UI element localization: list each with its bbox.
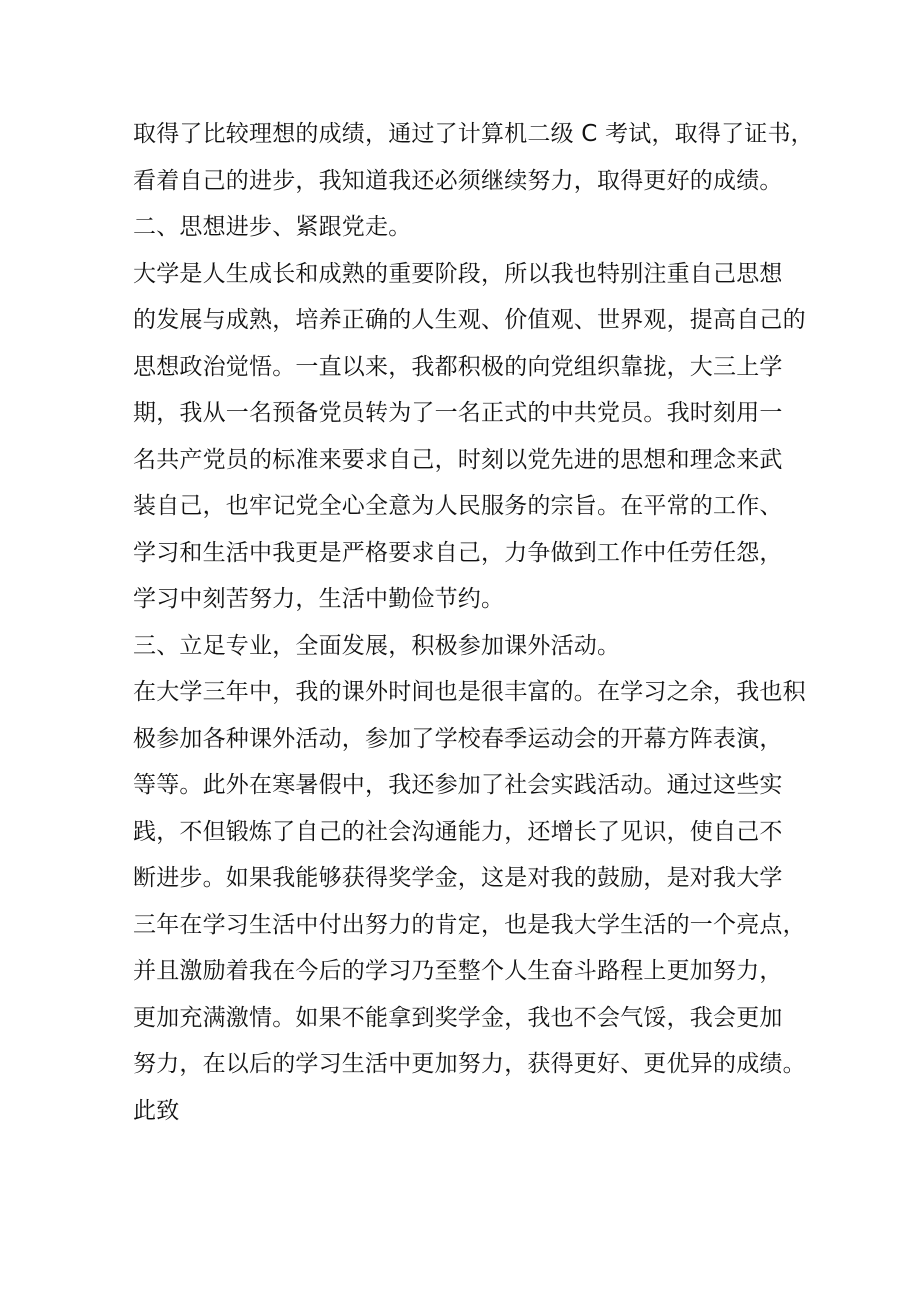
text-line: 更加充满激情。如果不能拿到奖学金，我也不会气馁，我会更加	[133, 1004, 783, 1031]
text-line: 等等。此外在寒暑假中，我还参加了社会实践活动。通过这些实	[133, 772, 783, 798]
section-heading: 三、立足专业，全面发展，积极参加课外活动。	[133, 632, 621, 659]
document-page	[133, 111, 814, 1134]
text-line: 期，我从一名预备党员转为了一名正式的中共党员。我时刻用一	[133, 400, 783, 426]
closing-salutation: 此致	[133, 1097, 180, 1124]
text-line: 践，不但锻炼了自己的社会沟通能力，还增长了见识，使自己不	[133, 818, 783, 845]
text-line: 学习和生活中我更是严格要求自己，力争做到工作中任劳任怨，	[133, 539, 783, 566]
text-line: 的发展与成熟，培养正确的人生观、价值观、世界观，提高自己的	[133, 307, 806, 333]
text-line: 名共产党员的标准来要求自己，时刻以党先进的思想和理念来武	[133, 446, 783, 473]
text-line: 学习中刻苦努力，生活中勤俭节约。	[133, 586, 505, 612]
text-line: 大学是人生成长和成熟的重要阶段，所以我也特别注重自己思想	[133, 260, 783, 287]
text-line: 取得了比较理想的成绩，通过了计算机二级 C 考试，取得了证书，	[133, 121, 814, 147]
text-line: 三年在学习生活中付出努力的肯定，也是我大学生活的一个亮点，	[133, 911, 806, 938]
text-line: 努力，在以后的学习生活中更加努力，获得更好、更优异的成绩。	[133, 1051, 806, 1077]
text-line: 极参加各种课外活动，参加了学校春季运动会的开幕方阵表演，	[133, 725, 783, 752]
section-heading: 二、思想进步、紧跟党走。	[133, 214, 412, 240]
text-line: 在大学三年中，我的课外时间也是很丰富的。在学习之余，我也积	[133, 679, 806, 705]
text-line: 装自己，也牢记党全心全意为人民服务的宗旨。在平常的工作、	[133, 493, 783, 519]
text-line: 断进步。如果我能够获得奖学金，这是对我的鼓励，是对我大学	[133, 865, 783, 891]
text-line: 并且激励着我在今后的学习乃至整个人生奋斗路程上更加努力，	[133, 958, 783, 984]
text-line: 看着自己的进步，我知道我还必须继续努力，取得更好的成绩。	[133, 167, 783, 194]
text-line: 思想政治觉悟。一直以来，我都积极的向党组织靠拢，大三上学	[133, 353, 783, 380]
